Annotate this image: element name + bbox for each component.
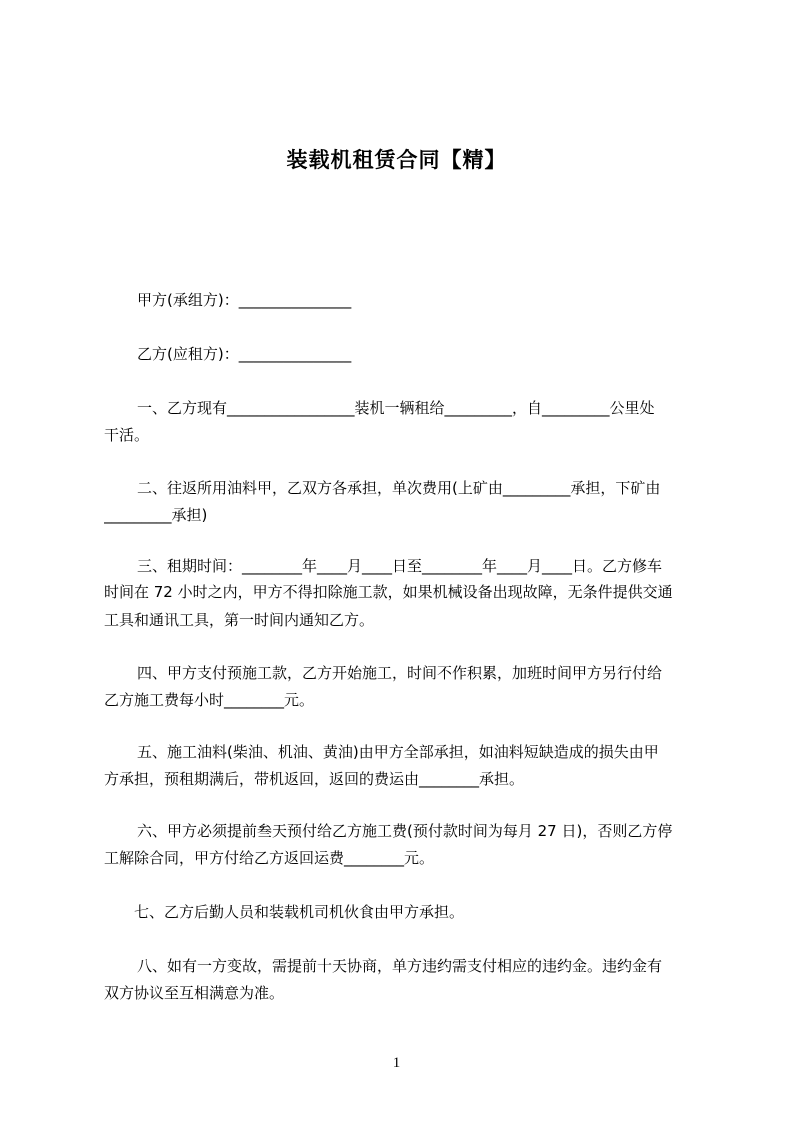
clause-8-line-2: 双方协议至互相满意为准。 bbox=[104, 984, 285, 1002]
document-title: 装载机租赁合同【精】 bbox=[286, 148, 507, 172]
clause-3-line-3: 工具和通讯工具，第一时间内通知乙方。 bbox=[104, 611, 375, 629]
clause-6-line-2: 工解除合同，甲方付给乙方返回运费________元。 bbox=[104, 849, 435, 867]
clause-2-line-1: 二、往返所用油料甲，乙双方各承担，单次费用(上矿由_________承担，下矿由 bbox=[137, 479, 661, 497]
party-a-line: 甲方(承组方)：_______________ bbox=[137, 291, 352, 309]
clause-2-line-2: _________承担) bbox=[104, 506, 208, 524]
clause-6-line-1: 六、甲方必须提前叁天预付给乙方施工费(预付款时间为每月 27 日)，否则乙方停 bbox=[137, 822, 673, 840]
clause-8-line-1: 八、如有一方变故，需提前十天协商，单方违约需支付相应的违约金。违约金有 bbox=[137, 957, 663, 975]
clause-1-line-2: 干活。 bbox=[104, 426, 150, 444]
party-b-line: 乙方(应租方)：_______________ bbox=[137, 345, 352, 363]
clause-1-line-1: 一、乙方现有_________________装机一辆租给_________，自_________公里处 bbox=[137, 399, 655, 417]
clause-3-line-1: 三、租期时间：________年____月____日至________年____月____日。乙方修车 bbox=[137, 557, 663, 575]
clause-4-line-1: 四、甲方支付预施工款，乙方开始施工，时间不作积累，加班时间甲方另行付给 bbox=[137, 664, 663, 682]
clause-7-line-1: 七、乙方后勤人员和装载机司机伙食由甲方承担。 bbox=[134, 903, 465, 921]
clause-4-line-2: 乙方施工费每小时________元。 bbox=[104, 691, 315, 709]
clause-3-line-2: 时间在 72 小时之内，甲方不得扣除施工款，如果机械设备出现故障，无条件提供交通 bbox=[104, 583, 673, 601]
clause-5-line-1: 五、施工油料(柴油、机油、黄油)由甲方全部承担，如油料短缺造成的损失由甲 bbox=[137, 743, 659, 761]
document-body bbox=[104, 0, 700, 1122]
clause-5-line-2: 方承担，预租期满后，带机返回，返回的费运由________承担。 bbox=[104, 770, 525, 788]
page-number: 1 bbox=[392, 1055, 401, 1071]
